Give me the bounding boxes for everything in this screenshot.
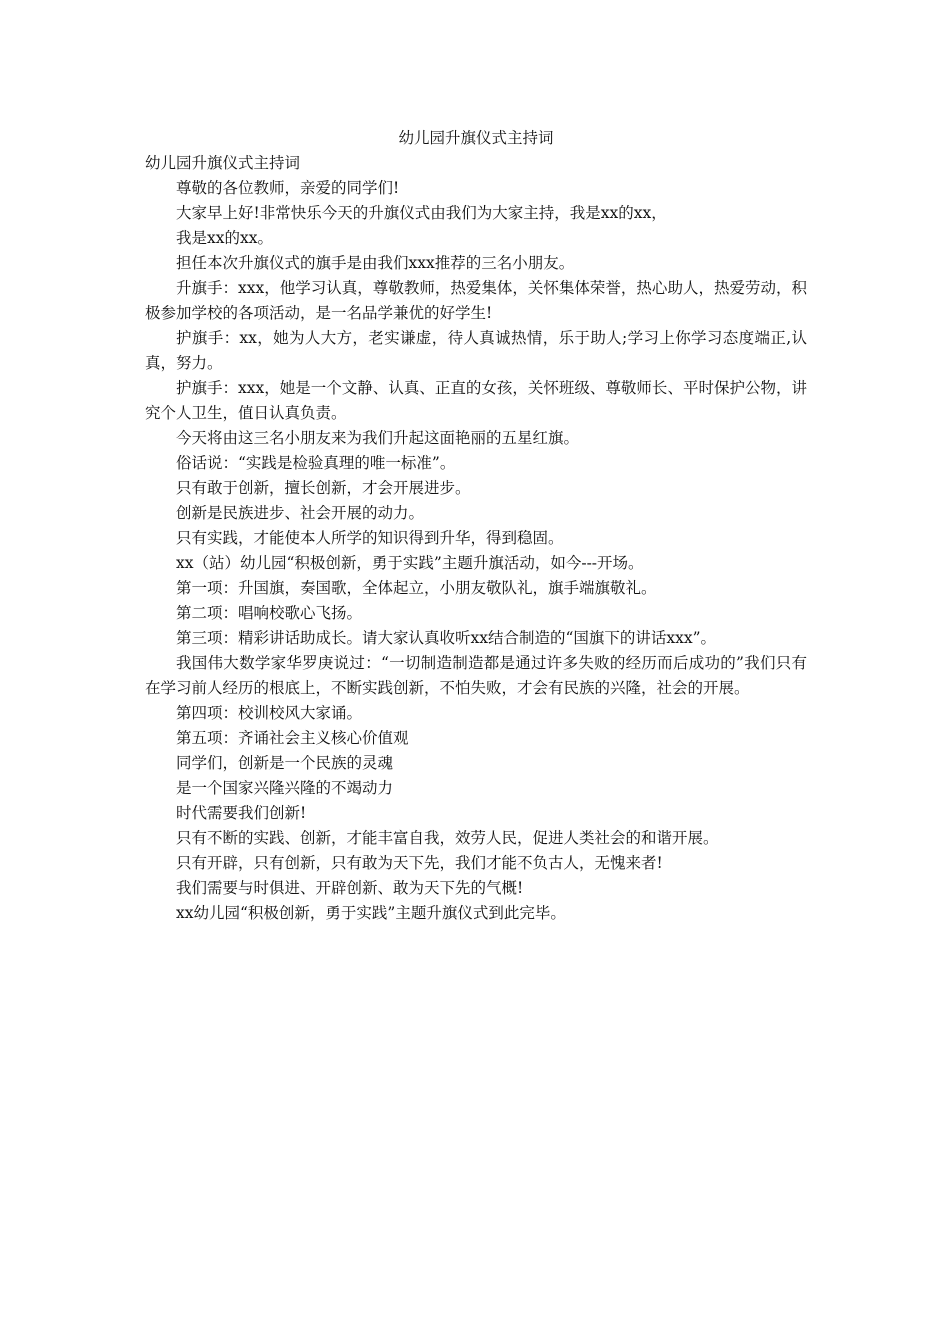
paragraph-event-start: xx（站）幼儿园“积极创新，勇于实践”主题升旗活动，如今---开场。 [176,554,644,572]
paragraph-closing-6: 我们需要与时俱进、开辟创新、敢为天下先的气概! [176,879,524,897]
paragraph-flag-bearers: 担任本次升旗仪式的旗手是由我们xxx推荐的三名小朋友。 [176,254,575,272]
paragraph-closing-3: 时代需要我们创新! [176,804,307,822]
paragraph-closing-5: 只有开辟，只有创新，只有敢为天下先，我们才能不负古人，无愧来者! [176,854,663,872]
paragraph-raise-flag: 今天将由这三名小朋友来为我们升起这面艳丽的五星红旗。 [176,429,580,447]
paragraph-saying: 俗话说：“实践是检验真理的唯一标准”。 [176,454,456,472]
paragraph-closing-2: 是一个国家兴隆兴隆的不竭动力 [176,779,394,797]
document-body [145,126,807,926]
paragraph-item-1: 第一项：升国旗，奏国歌，全体起立，小朋友敬队礼，旗手端旗敬礼。 [176,579,657,597]
paragraph-host-intro-2: 我是xx的xx。 [176,229,273,247]
paragraph-item-3: 第三项：精彩讲话助成长。请大家认真收听xx结合制造的“国旗下的讲话xxx”。 [176,629,717,647]
paragraph-host-intro: 大家早上好!非常快乐今天的升旗仪式由我们为大家主持，我是xx的xx， [176,204,667,222]
paragraph-closing-4: 只有不断的实践、创新，才能丰富自我，效劳人民，促进人类社会的和谐开展。 [176,829,719,847]
paragraph-practice: 只有实践，才能使本人所学的知识得到升华，得到稳固。 [176,529,564,547]
paragraph-end: xx幼儿园“积极创新，勇于实践”主题升旗仪式到此完毕。 [176,904,566,922]
document-title: 幼儿园升旗仪式主持词 [398,129,554,147]
paragraph-innovation-2: 创新是民族进步、社会开展的动力。 [176,504,425,522]
paragraph-item-5: 第五项：齐诵社会主义核心价值观 [176,729,409,747]
paragraph-flag-raiser: 升旗手：xxx，他学习认真，尊敬教师，热爱集体，关怀集体荣誉，热心助人，热爱劳动，积极参加学校的各项活动，是一名品学兼优的好学生! [145,279,807,322]
paragraph-flag-guard-2: 护旗手：xxx，她是一个文静、认真、正直的女孩，关怀班级、尊敬师长、平时保护公物，讲究个人卫生，值日认真负责。 [145,379,807,422]
paragraph-item-2: 第二项：唱响校歌心飞扬。 [176,604,363,622]
paragraph-greeting: 尊敬的各位教师，亲爱的同学们! [176,179,400,197]
paragraph-item-4: 第四项：校训校风大家诵。 [176,704,363,722]
paragraph-innovation-1: 只有敢于创新，擅长创新，才会开展进步。 [176,479,471,497]
paragraph-closing-1: 同学们，创新是一个民族的灵魂 [176,754,394,772]
document-subtitle: 幼儿园升旗仪式主持词 [145,154,301,172]
paragraph-quote: 我国伟大数学家华罗庚说过：“一切制造制造都是通过许多失败的经历而后成功的”我们只有在学习前人经历的根底上，不断实践创新，不怕失败，才会有民族的兴隆，社会的开展。 [145,654,807,697]
paragraph-flag-guard-1: 护旗手：xx，她为人大方，老实谦虚，待人真诚热情，乐于助人;学习上你学习态度端正,认真，努力。 [145,329,807,372]
